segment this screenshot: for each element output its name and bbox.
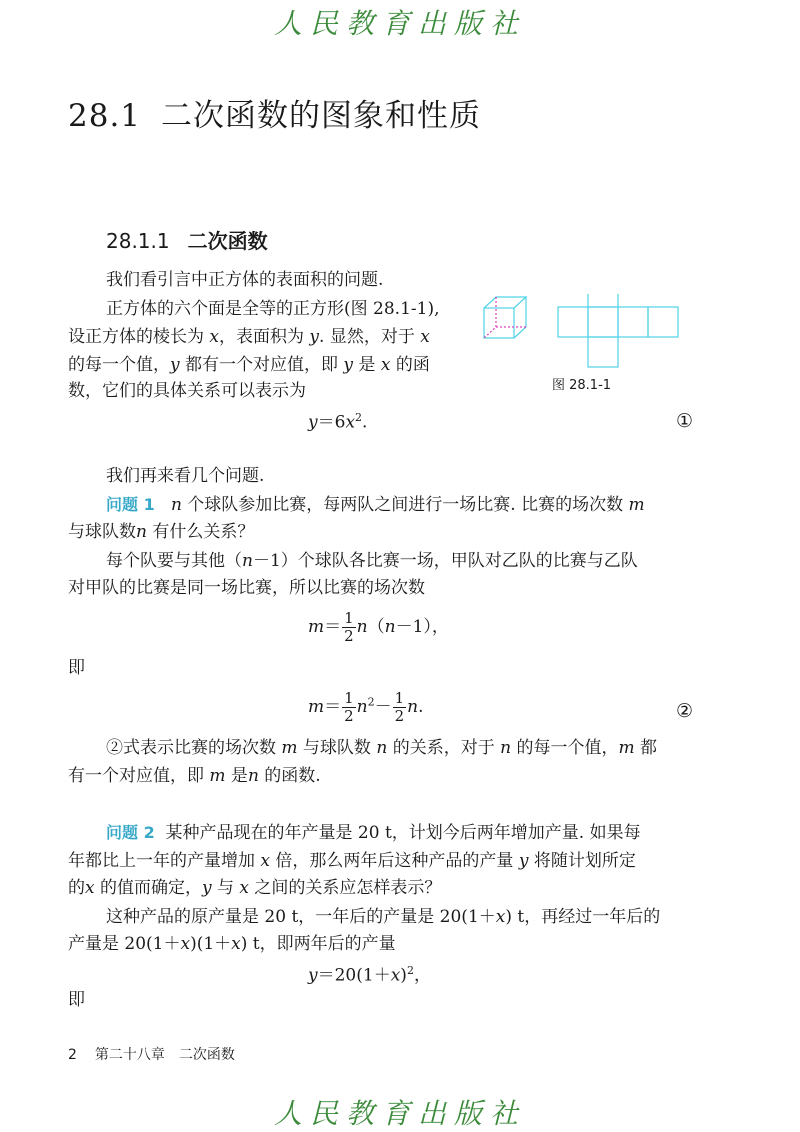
subsection-title <box>106 225 268 254</box>
section-number: 28.1 <box>68 98 142 134</box>
page-number: 2 <box>68 1047 77 1063</box>
word-namely-1: 即 <box>68 658 85 678</box>
problem-1-line1: 问题 1 n 个球队参加比赛，每两队之间进行一场比赛. 比赛的场次数 m <box>106 495 645 515</box>
equation-1: $y=6x^2$. <box>308 411 368 433</box>
figure-caption: 图 28.1-1 <box>552 378 612 393</box>
publisher-logo-top: 人民教育出版社 <box>273 7 526 40</box>
paragraph-intro: 我们看引言中正方体的表面积的问题. <box>106 270 384 290</box>
chapter-title: 二次函数 <box>178 1047 235 1063</box>
paragraph-cube-line4: 数，它们的具体关系可以表示为 <box>68 381 306 401</box>
word-namely-2: 即 <box>68 990 85 1010</box>
page-footer <box>68 1044 235 1064</box>
problem-1-line2: 与球队数n 有什么关系？ <box>68 522 255 542</box>
equation-2: m＝ $\frac{1}{2}$ $n^2-$ $\frac{1}{2}$ n. <box>308 689 424 725</box>
cube-net-drawing <box>558 294 678 367</box>
paragraph-cube-line1: 正方体的六个面是全等的正方形(图 28.1-1), <box>106 299 440 319</box>
paragraph-production-line1: 这种产品的原产量是 20 t，一年后的产量是 20(1＋x) t，再经过一年后的 <box>106 907 661 927</box>
section-title <box>68 90 481 135</box>
section-title-text: 二次函数的图象和性质 <box>161 98 482 134</box>
problem-2-line3: 的x 的值而确定，y 与 x 之间的关系应怎样表示？ <box>68 878 442 898</box>
equation-production: $y=20(1+x)^2$， <box>308 964 431 986</box>
paragraph-function-line1: ②式表示比赛的场次数 m 与球队数 n 的关系，对于 n 的每一个值，m 都 <box>106 738 657 758</box>
paragraph-match-line2: 对甲队的比赛是同一场比赛，所以比赛的场次数 <box>68 578 425 598</box>
fraction-one-half: $\frac{1}{2}$ <box>344 689 354 725</box>
paragraph-match-line1: 每个队要与其他（n－1）个球队各比赛一场，甲队对乙队的比赛与乙队 <box>106 551 638 571</box>
problem-2-line2: 年都比上一年的产量增加 x 倍，那么两年后这种产品的产量 y 将随计划所定 <box>68 851 636 871</box>
equation-match-count: m＝ $\frac{1}{2}$ n（n－1）， <box>308 609 449 645</box>
fraction-one-half: $\frac{1}{2}$ <box>394 689 405 725</box>
subsection-number: 28.1.1 <box>106 229 170 253</box>
equation-1-number: ① <box>676 410 694 432</box>
equation-2-number: ② <box>676 700 694 722</box>
cube-drawing <box>484 297 526 338</box>
problem-2-label: 问题 2 <box>106 823 155 842</box>
subsection-title-text: 二次函数 <box>187 229 268 253</box>
paragraph-more-problems: 我们再来看几个问题. <box>106 466 265 486</box>
paragraph-cube-line2: 设正方体的棱长为 x，表面积为 y. 显然，对于 x <box>68 327 430 347</box>
paragraph-function-line2: 有一个对应值，即 m 是n 的函数. <box>68 766 321 786</box>
fraction-one-half: $\frac{1}{2}$ <box>344 609 354 645</box>
publisher-logo-bottom: 人民教育出版社 <box>273 1097 526 1130</box>
figure-cube-and-net <box>478 294 688 376</box>
chapter-label: 第二十八章 <box>94 1047 165 1063</box>
paragraph-cube-line3: 的每一个值，y 都有一个对应值，即 y 是 x 的函 <box>68 355 430 375</box>
problem-1-label: 问题 1 <box>106 495 155 514</box>
problem-2-line1: 问题 2 某种产品现在的年产量是 20 t，计划今后两年增加产量. 如果每 <box>106 823 641 843</box>
paragraph-production-line2: 产量是 20(1＋x)(1＋x) t，即两年后的产量 <box>68 934 396 954</box>
